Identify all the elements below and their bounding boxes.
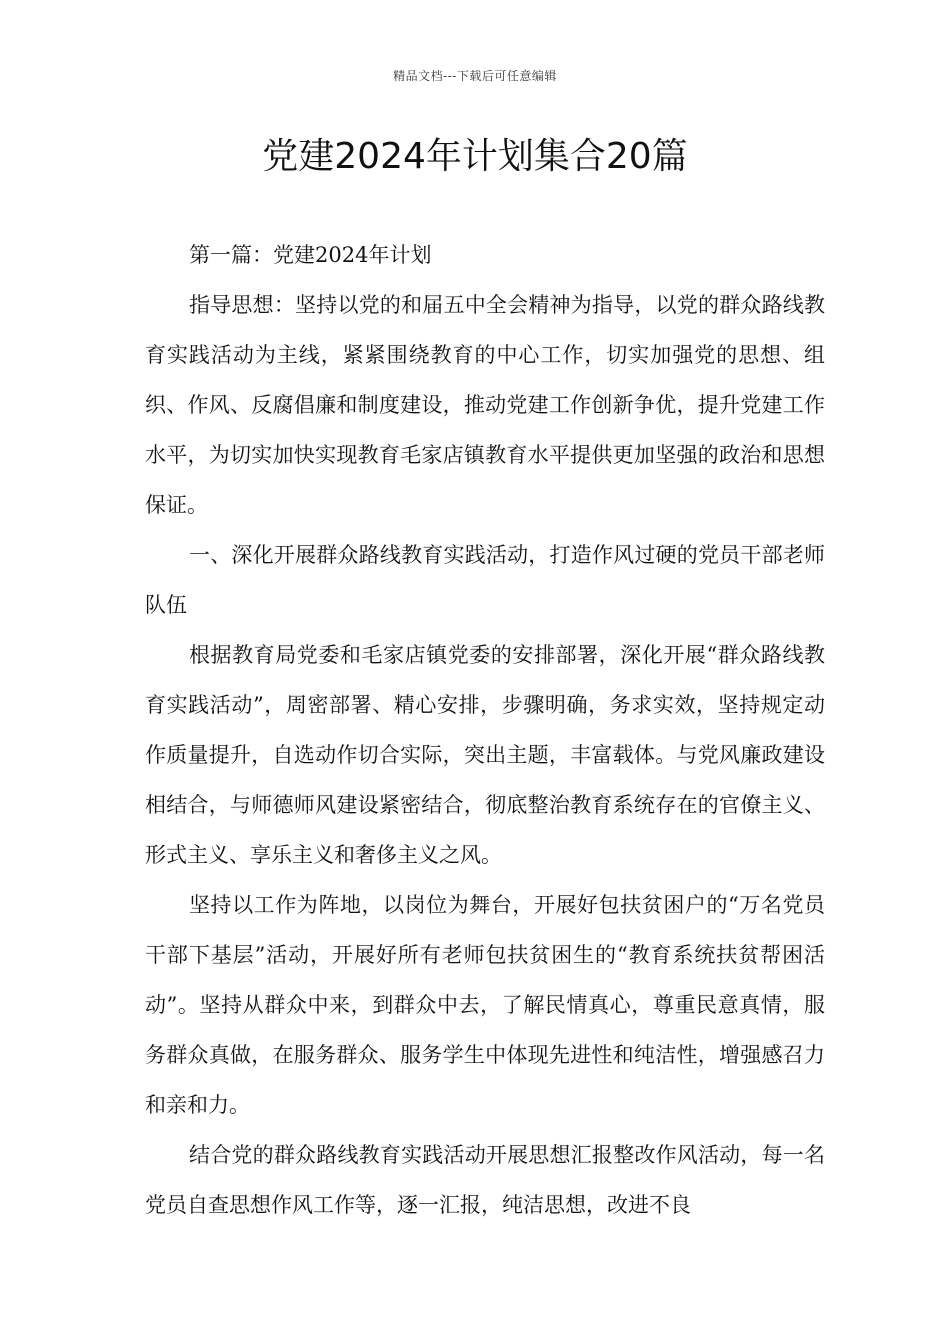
paragraph-subheading-one: 一、深化开展群众路线教育实践活动，打造作风过硬的党员干部老师队伍 [145, 543, 825, 617]
section-heading: 第一篇：党建2024年计划 [189, 243, 432, 267]
paragraph-rectification: 结合党的群众路线教育实践活动开展思想汇报整改作风活动，每一名党员自查思想作风工作等，逐一汇报，纯洁思想，改进不良 [145, 1143, 825, 1217]
document-title: 党建2024年计划集合20篇 [262, 136, 688, 177]
document-body [145, 230, 825, 1230]
header-note: 精品文档---下载后可任意编辑 [393, 69, 557, 83]
paragraph-poverty-relief: 坚持以工作为阵地，以岗位为舞台，开展好包扶贫困户的“万名党员干部下基层”活动，开展好所有老师包扶贫困生的“教育系统扶贫帮困活动”。坚持从群众中来，到群众中去，了解民情真心，尊重民意真情，服务群众真做，在服务群众、服务学生中体现先进性和纯洁性，增强感召力和亲和力。 [145, 893, 825, 1117]
paragraph-guiding-thought: 指导思想：坚持以党的和届五中全会精神为指导，以党的群众路线教育实践活动为主线，紧紧围绕教育的中心工作，切实加强党的思想、组织、作风、反腐倡廉和制度建设，推动党建工作创新争优，提升党建工作水平，为切实加快实现教育毛家店镇教育水平提供更加坚强的政治和思想保证。 [145, 293, 825, 517]
paragraph-deploy: 根据教育局党委和毛家店镇党委的安排部署，深化开展“群众路线教育实践活动”，周密部署、精心安排，步骤明确，务求实效，坚持规定动作质量提升，自选动作切合实际，突出主题，丰富载体。与党风廉政建设相结合，与师德师风建设紧密结合，彻底整治教育系统存在的官僚主义、形式主义、享乐主义和奢侈主义之风。 [145, 643, 825, 867]
